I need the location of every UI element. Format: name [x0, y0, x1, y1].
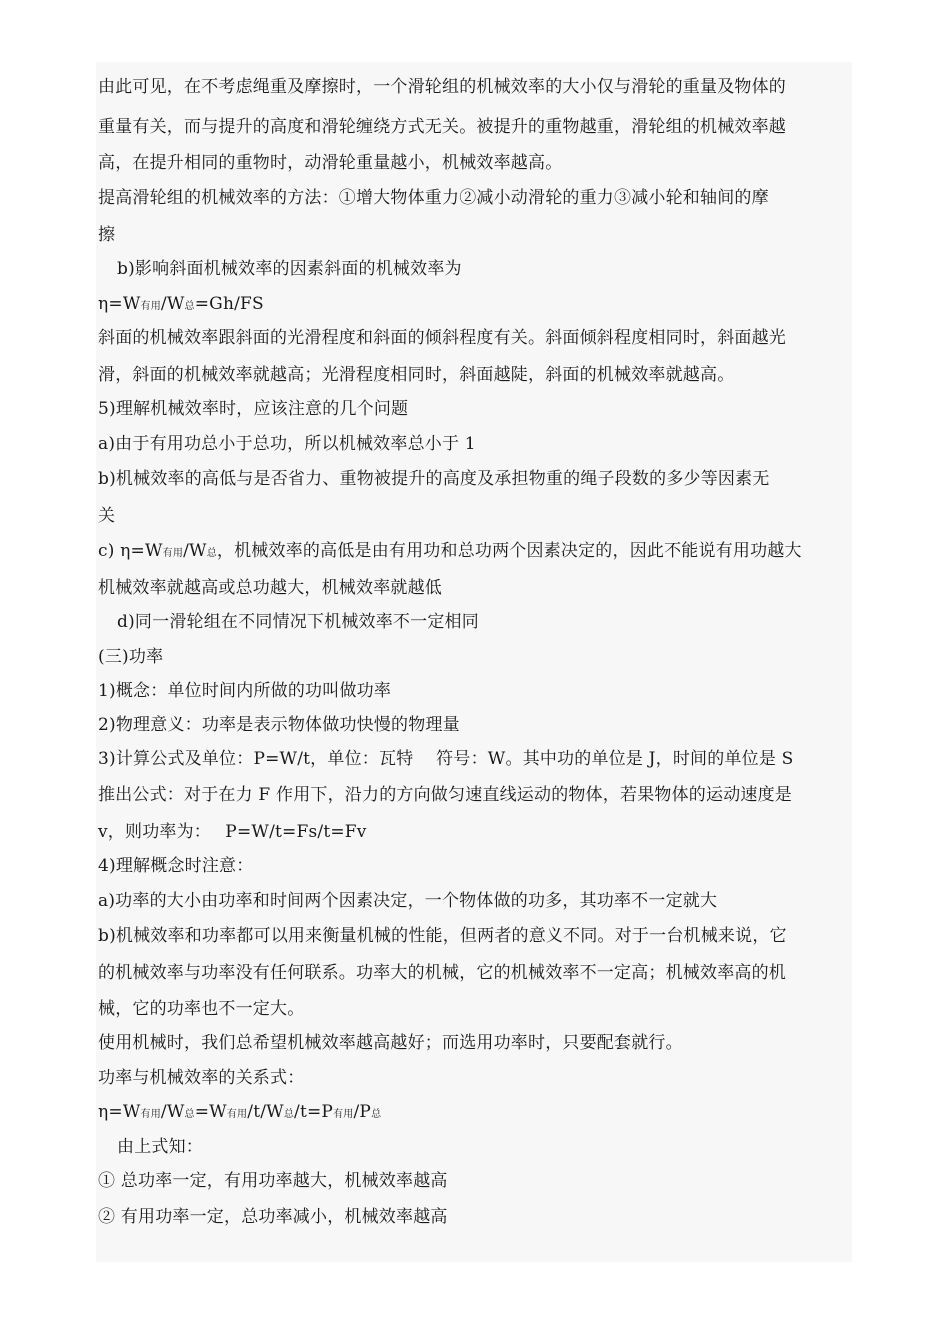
text-line: 5)理解机械效率时，应该注意的几个问题: [98, 399, 409, 419]
text-line: a)由于有用功总小于总功，所以机械效率总小于 1: [98, 434, 476, 454]
section-heading: (三)功率: [98, 647, 164, 667]
text-line: 关: [98, 506, 116, 526]
text-line: d)同一滑轮组在不同情况下机械效率不一定相同: [117, 612, 479, 632]
text-line: 重量有关，而与提升的高度和滑轮缠绕方式无关。被提升的重物越重，滑轮组的机械效率越: [98, 117, 786, 137]
text-line: 功率与机械效率的关系式：: [98, 1068, 305, 1088]
text-line: 由上式知：: [117, 1137, 203, 1157]
text-line: 斜面的机械效率跟斜面的光滑程度和斜面的倾斜程度有关。斜面倾斜程度相同时，斜面越光: [98, 328, 786, 348]
formula-line: c) η=W有用/W总，机械效率的高低是由有用功和总功两个因素决定的，因此不能说有用功越大: [98, 541, 802, 561]
text-line: 擦: [98, 225, 116, 245]
text-line: v，则功率为： P=W/t=Fs/t=Fv: [98, 822, 367, 842]
formula-line: η=W有用/W总=Gh/FS: [98, 294, 264, 314]
text-line: 高，在提升相同的重物时，动滑轮重量越小，机械效率越高。: [98, 153, 563, 173]
text-line: 1)概念：单位时间内所做的功叫做功率: [98, 681, 392, 701]
text-line: 机械效率就越高或总功越大，机械效率就越低: [98, 578, 442, 598]
text-line: 滑，斜面的机械效率就越高；光滑程度相同时，斜面越陡，斜面的机械效率就越高。: [98, 365, 735, 385]
text-line: 使用机械时，我们总希望机械效率越高越好；而选用功率时，只要配套就行。: [98, 1033, 683, 1053]
text-line: 的机械效率与功率没有任何联系。功率大的机械，它的机械效率不一定高；机械效率高的机: [98, 963, 786, 983]
formula-line: η=W有用/W总=W有用/t/W总/t=P有用/P总: [98, 1102, 382, 1122]
text-line: ① 总功率一定，有用功率越大，机械效率越高: [98, 1171, 448, 1191]
text-line: 提高滑轮组的机械效率的方法：①增大物体重力②减小动滑轮的重力③减小轮和轴间的摩: [98, 188, 769, 208]
text-line: 由此可见，在不考虑绳重及摩擦时，一个滑轮组的机械效率的大小仅与滑轮的重量及物体的: [98, 77, 786, 97]
text-line: 2)物理意义：功率是表示物体做功快慢的物理量: [98, 715, 460, 735]
text-line: b)机械效率和功率都可以用来衡量机械的性能，但两者的意义不同。对于一台机械来说，它: [98, 926, 787, 946]
text-line: 械，它的功率也不一定大。: [98, 999, 305, 1019]
text-line: 3)计算公式及单位：P=W/t，单位：瓦特 符号：W。其中功的单位是 J，时间的单位是 S: [98, 749, 794, 769]
text-line: 4)理解概念时注意：: [98, 856, 254, 876]
text-line: 推出公式：对于在力 F 作用下，沿力的方向做匀速直线运动的物体，若果物体的运动速度是: [98, 785, 793, 805]
text-line: ② 有用功率一定，总功率减小，机械效率越高: [98, 1207, 448, 1227]
text-line: b)影响斜面机械效率的因素斜面的机械效率为: [117, 259, 462, 279]
text-line: b)机械效率的高低与是否省力、重物被提升的高度及承担物重的绳子段数的多少等因素无: [98, 469, 770, 489]
text-line: a)功率的大小由功率和时间两个因素决定，一个物体做的功多，其功率不一定就大: [98, 891, 718, 911]
